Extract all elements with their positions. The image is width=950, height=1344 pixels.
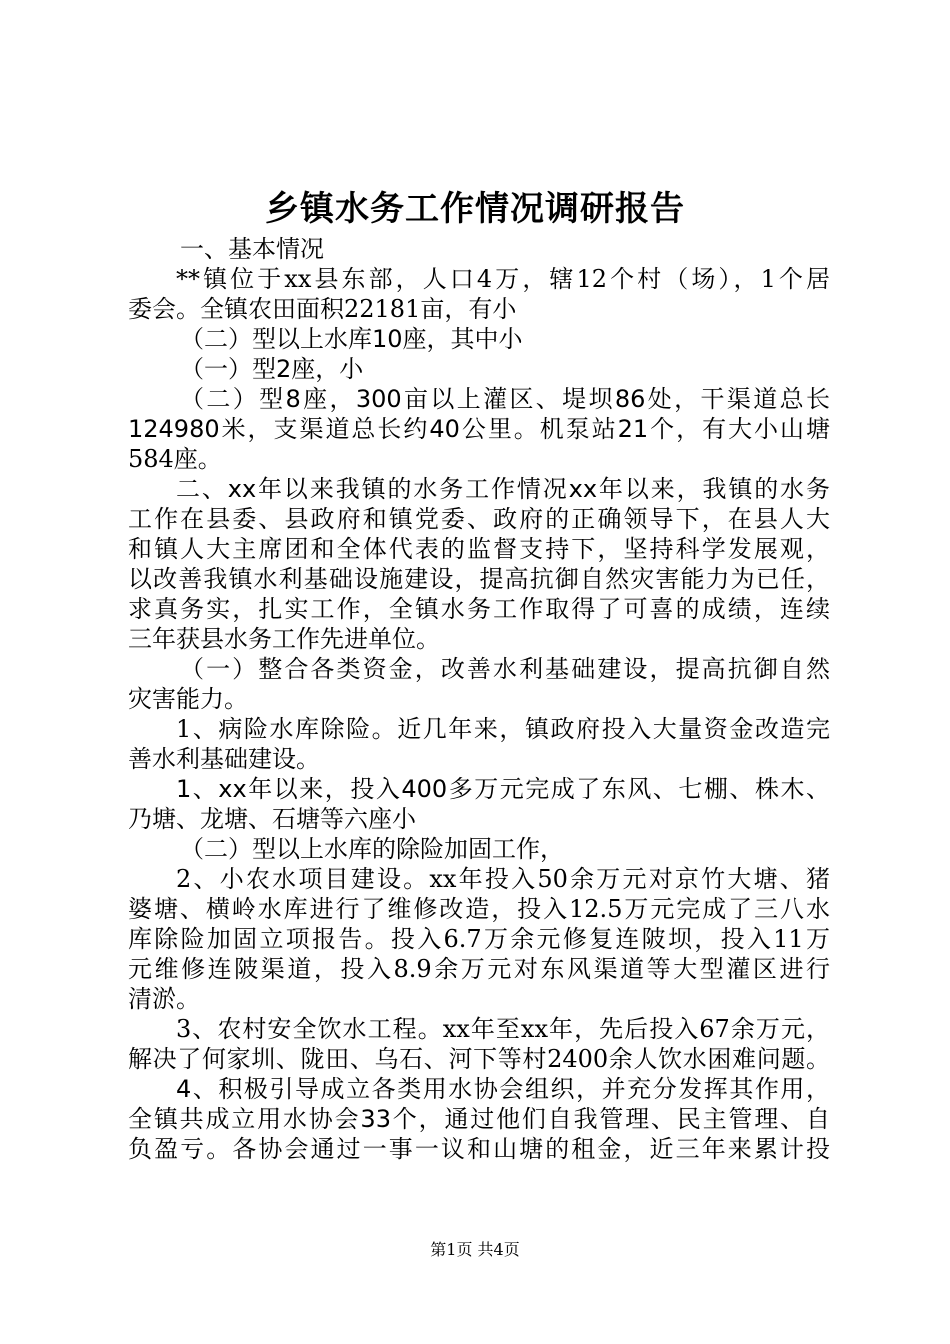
- paragraph-line: 3、农村安全饮水工程。xx年至xx年，先后投入67余万元，: [176, 1015, 830, 1043]
- paragraph-line: 善水利基础建设。: [128, 745, 320, 773]
- paragraph-line: 负盈亏。各协会通过一事一议和山塘的租金，近三年来累计投: [128, 1135, 830, 1163]
- paragraph-line: 全镇共成立用水协会33个，通过他们自我管理、民主管理、自: [128, 1105, 830, 1133]
- paragraph-line: 乃塘、龙塘、石塘等六座小: [128, 805, 416, 833]
- paragraph-line: 以改善我镇水利基础设施建设，提高抗御自然灾害能力为已任，: [128, 565, 830, 593]
- paragraph-line: 委会。全镇农田面积22181亩，有小: [128, 295, 517, 323]
- paragraph-line: 工作在县委、县政府和镇党委、政府的正确领导下，在县人大: [128, 505, 830, 533]
- paragraph-line: 元维修连陂渠道，投入8.9余万元对东风渠道等大型灌区进行: [128, 955, 830, 983]
- document-body: [128, 234, 830, 1164]
- paragraph-line: 清淤。: [128, 985, 200, 1013]
- paragraph-line: （一）型2座，小: [180, 355, 364, 383]
- paragraph-line: 求真务实，扎实工作，全镇水务工作取得了可喜的成绩，连续: [128, 595, 830, 623]
- page-title: 乡镇水务工作情况调研报告: [265, 189, 685, 229]
- paragraph-line: 2、小农水项目建设。xx年投入50余万元对京竹大塘、猪: [176, 865, 830, 893]
- paragraph-line: （二）型以上水库的除险加固工作，: [180, 835, 564, 863]
- paragraph-line: **镇位于xx县东部，人口4万，辖12个村（场），1个居: [176, 265, 830, 293]
- paragraph-line: 婆塘、横岭水库进行了维修改造，投入12.5万元完成了三八水: [128, 895, 830, 923]
- paragraph-line: 解决了何家圳、陇田、乌石、河下等村2400余人饮水困难问题。: [128, 1045, 830, 1073]
- paragraph-line: 4、积极引导成立各类用水协会组织，并充分发挥其作用，: [176, 1075, 830, 1103]
- paragraph-line: 124980米，支渠道总长约40公里。机泵站21个，有大小山塘: [128, 415, 830, 443]
- paragraph-line: 584座。: [128, 445, 222, 473]
- subsection-heading: （一）整合各类资金，改善水利基础建设，提高抗御自然: [180, 655, 830, 683]
- paragraph-line: （二）型8座，300亩以上灌区、堤坝86处，干渠道总长: [180, 385, 830, 413]
- paragraph-line: （二）型以上水库10座，其中小: [180, 325, 523, 353]
- section-heading-water-work: 二、xx年以来我镇的水务工作情况xx年以来，我镇的水务: [176, 475, 830, 503]
- paragraph-line: 灾害能力。: [128, 685, 248, 713]
- paragraph-line: 1、xx年以来，投入400多万元完成了东风、七棚、株木、: [176, 775, 830, 803]
- page-footer: 第1页 共4页: [430, 1240, 520, 1259]
- paragraph-line: 三年获县水务工作先进单位。: [128, 625, 440, 653]
- paragraph-line: 和镇人大主席团和全体代表的监督支持下，坚持科学发展观，: [128, 535, 830, 563]
- paragraph-line: 1、病险水库除险。近几年来，镇政府投入大量资金改造完: [176, 715, 830, 743]
- section-heading-basic: 一、基本情况: [180, 235, 324, 263]
- paragraph-line: 库除险加固立项报告。投入6.7万余元修复连陂坝，投入11万: [128, 925, 830, 953]
